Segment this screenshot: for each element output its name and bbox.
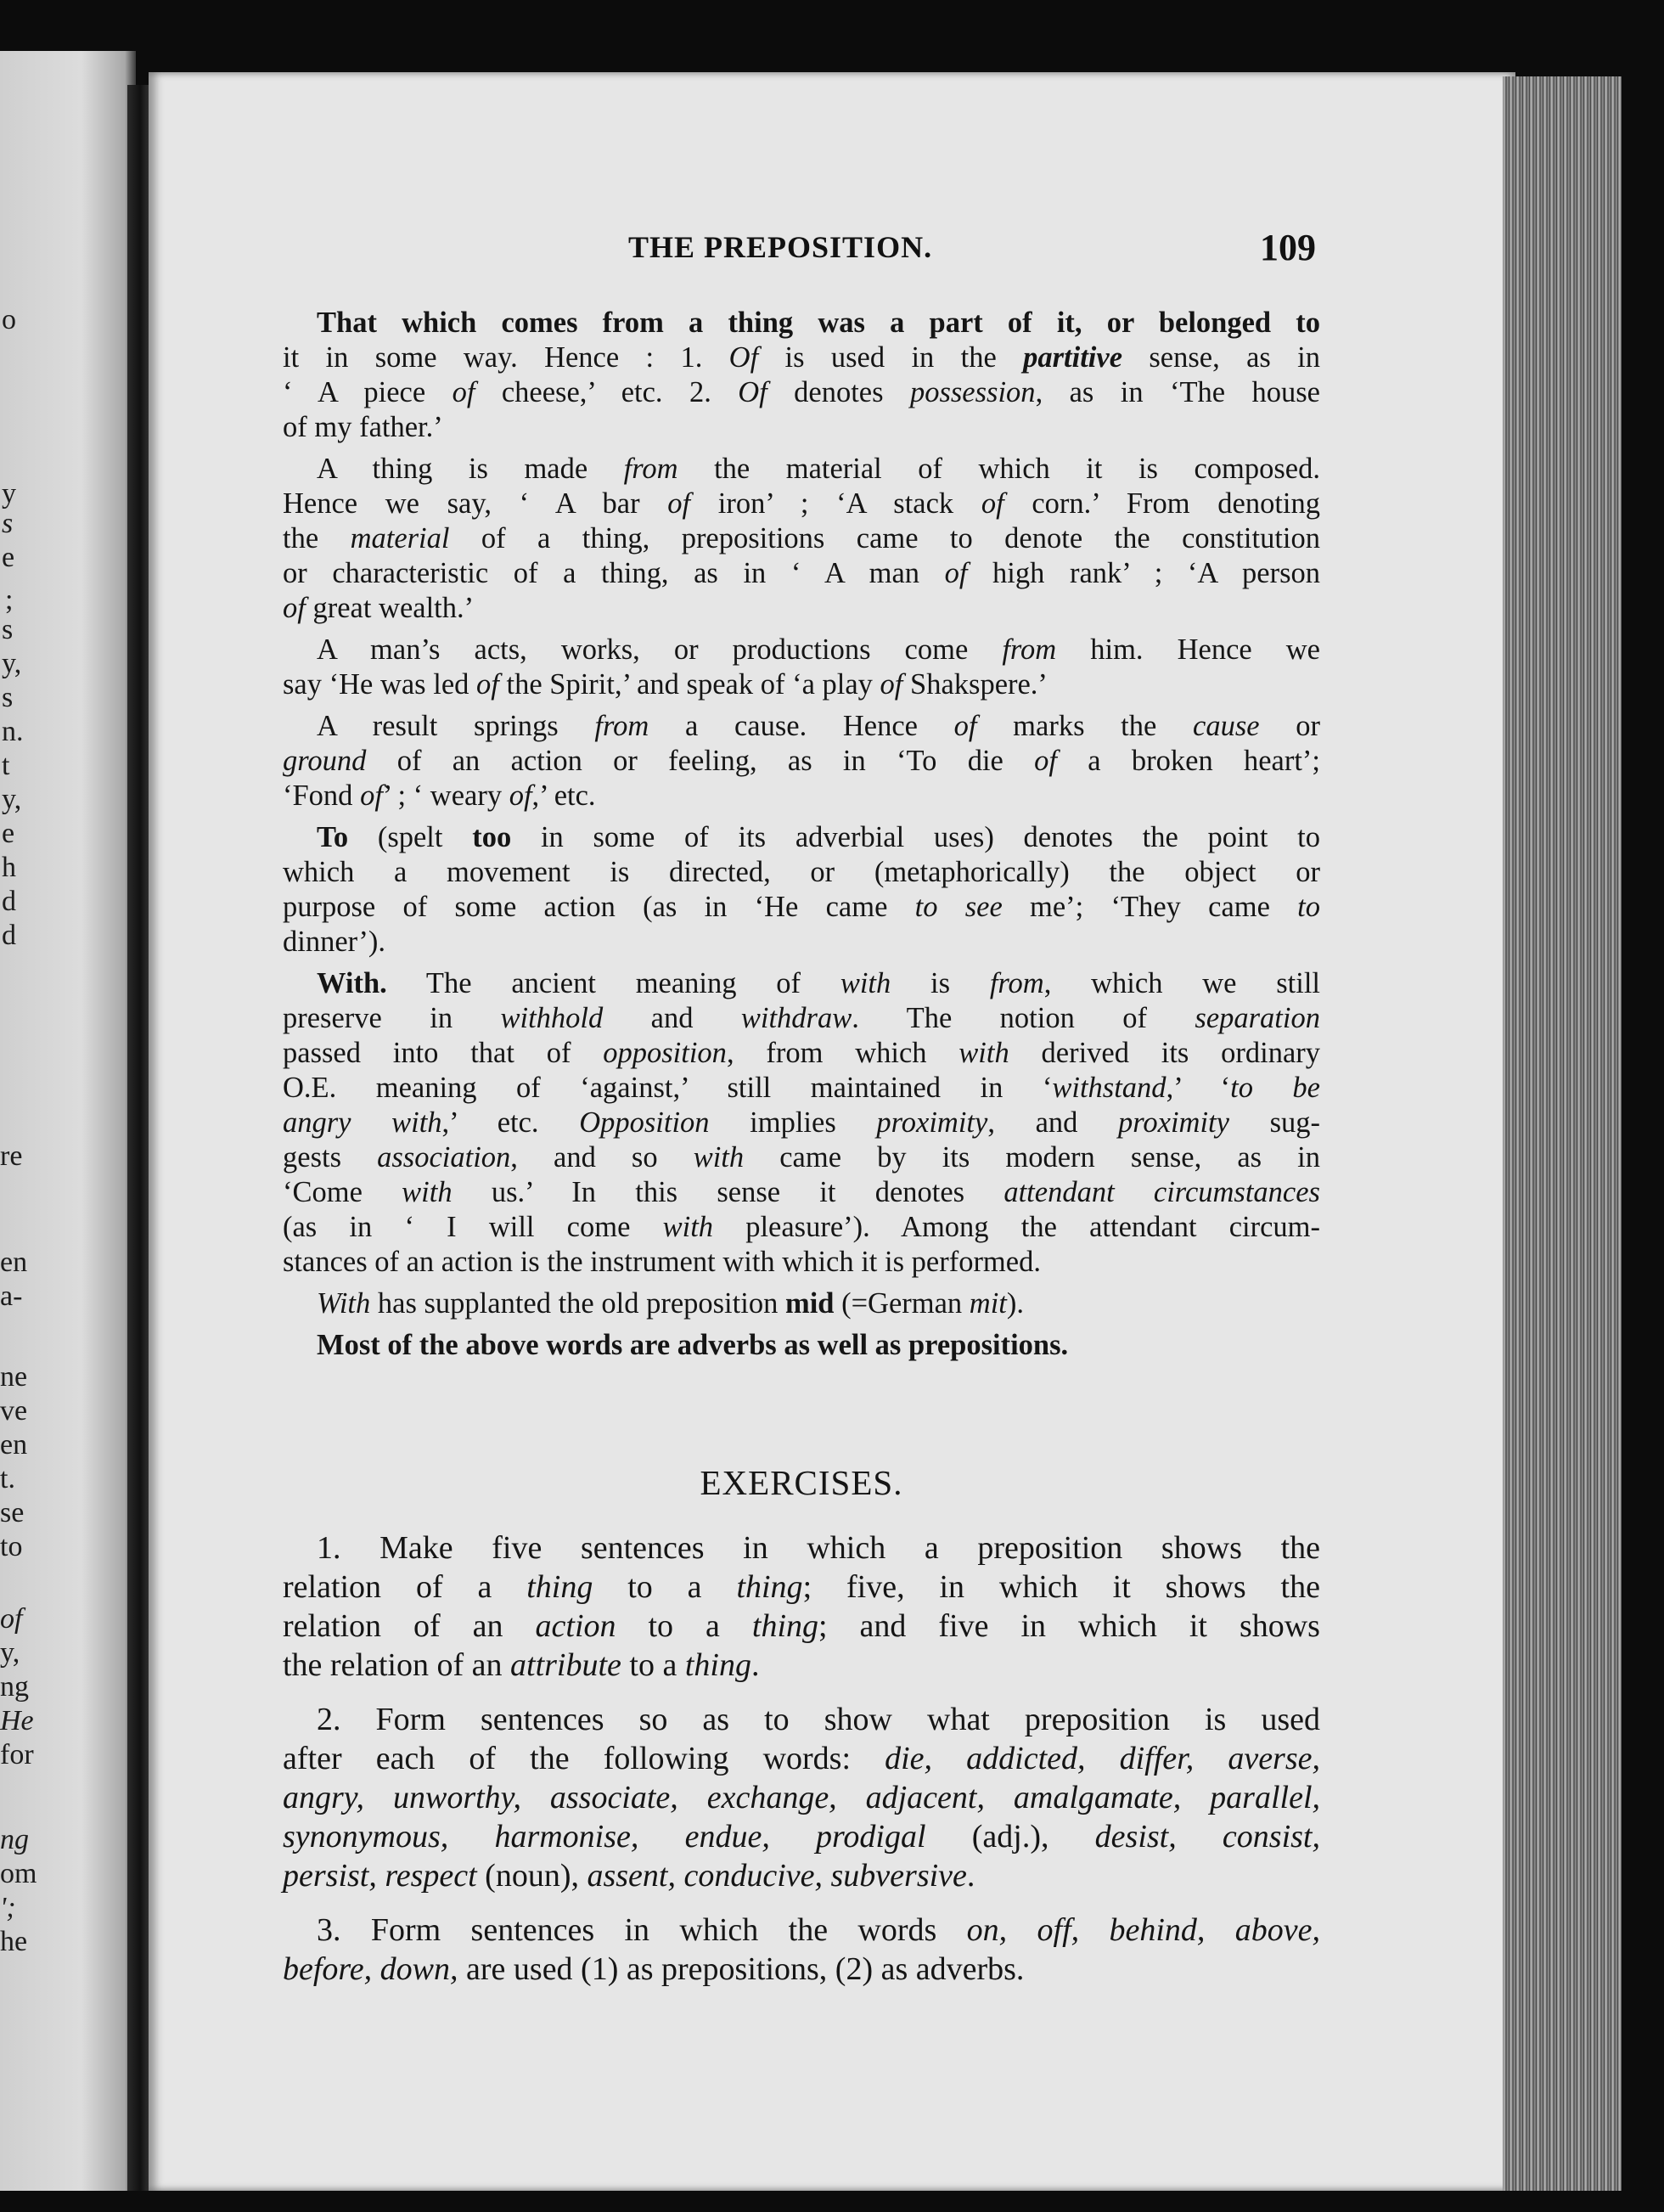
text-run: (noun),: [476, 1858, 587, 1894]
text-run: The ancient meaning of: [386, 967, 840, 999]
facing-page-fragment: d: [2, 886, 16, 917]
text-run: Shakspere.’: [902, 668, 1048, 701]
text-run: A result springs: [317, 710, 595, 742]
facing-page-fragment: to: [0, 1531, 23, 1562]
text-run: the: [283, 522, 351, 554]
text-line: [283, 556, 1320, 591]
text-line: [283, 779, 1320, 813]
text-line: [283, 820, 1320, 855]
text-run: 3. Form sentences in which the words: [317, 1912, 967, 1948]
italic-run: of: [509, 780, 532, 812]
italic-run: With: [317, 1287, 371, 1320]
text-line: [283, 341, 1320, 375]
text-line: [283, 521, 1320, 556]
facing-page-fragment: o: [2, 304, 16, 335]
italic-run: proximity: [876, 1106, 988, 1139]
facing-page-fragment: ve: [0, 1395, 28, 1427]
page-number: 109: [1260, 227, 1316, 268]
italic-run: attendant circumstances: [1003, 1176, 1320, 1208]
italic-run: separation: [1195, 1002, 1320, 1034]
italic-run: thing: [751, 1608, 819, 1644]
paragraph-to: [283, 820, 1320, 960]
text-line: [283, 1286, 1320, 1321]
italic-run: with: [693, 1141, 745, 1174]
italic-run: thing: [736, 1569, 803, 1605]
text-line: [283, 1140, 1320, 1175]
text-run: , and so: [510, 1141, 694, 1174]
text-run: sense, as in: [1122, 341, 1320, 374]
text-line: [283, 1106, 1320, 1140]
facing-page-fragment: ng: [0, 1671, 29, 1703]
italic-run: to: [1297, 891, 1320, 923]
italic-run: from: [594, 710, 649, 742]
text-run: ).: [1006, 1287, 1024, 1320]
facing-page-fragment: y,: [2, 648, 22, 679]
facing-page-fragment: t.: [0, 1463, 15, 1494]
text-run: came by its modern sense, as in: [744, 1141, 1321, 1174]
text-run: denotes: [767, 376, 910, 408]
text-line: [283, 1607, 1320, 1646]
text-run: purpose of some action (as in ‘He came: [283, 891, 915, 923]
facing-page-fragment: en: [0, 1247, 28, 1278]
text-run: passed into that of: [283, 1037, 604, 1069]
facing-page-fragment: d: [2, 920, 16, 951]
italic-run: assent, conducive, subversive: [587, 1858, 967, 1894]
italic-run: angry with: [283, 1106, 442, 1139]
text-line: [283, 709, 1320, 744]
facing-page-fragment: ne: [0, 1361, 28, 1393]
exercise-2: [283, 1700, 1320, 1895]
text-run: it in some way. Hence : 1.: [283, 341, 729, 374]
bold-run: To: [317, 821, 349, 853]
exercises-list: [283, 1528, 1320, 2004]
text-run: (adj.),: [925, 1819, 1095, 1855]
text-run: after each of the following words:: [283, 1741, 885, 1776]
text-run: ‘Fond: [283, 780, 361, 812]
text-run: .: [750, 1647, 760, 1683]
facing-page-fragment: e: [2, 818, 15, 849]
paragraph-adverbs: [283, 1328, 1320, 1363]
italic-run: of: [476, 668, 499, 701]
text-line: [283, 667, 1320, 702]
paragraph-from-acts: [283, 633, 1320, 702]
italic-run: partitive: [1023, 341, 1123, 374]
text-line: dinner’).: [283, 926, 386, 958]
facing-page-left: [0, 51, 136, 2191]
running-head: THE PREPOSITION.: [628, 230, 933, 264]
text-run: high rank’ ; ‘A person: [967, 557, 1320, 589]
text-run: A thing is made: [317, 453, 624, 485]
text-run: Hence we say, ‘ A bar: [283, 487, 668, 520]
text-run: to a: [616, 1608, 752, 1644]
text-run: us.’ In this sense it denotes: [452, 1176, 1004, 1208]
facing-page-fragment: n.: [2, 716, 24, 747]
text-run: ,’ etc.: [441, 1106, 580, 1139]
facing-page-fragment: h: [2, 852, 16, 883]
text-run: say ‘He was led: [283, 668, 477, 701]
italic-run: of: [283, 592, 306, 624]
text-run: or: [1259, 710, 1320, 742]
text-line: [283, 1071, 1320, 1106]
text-line: That which comes from a thing was a part of it, or belonged to: [317, 307, 1320, 339]
exercises-heading: EXERCISES.: [700, 1463, 903, 1502]
italic-run: withdraw: [740, 1002, 852, 1034]
text-run: corn.’ From denoting: [1003, 487, 1320, 520]
facing-page-fragment: se: [0, 1497, 25, 1528]
text-line: stances of an action is the instrument with which it is performed.: [283, 1246, 1041, 1278]
bold-run: With.: [317, 967, 387, 999]
facing-page-fragment: s: [2, 508, 14, 539]
text-run: in some of its adverbial uses) denotes the point to: [511, 821, 1320, 853]
italic-run: possession: [909, 376, 1036, 408]
text-line: [283, 1568, 1320, 1607]
facing-page-fragment: s: [2, 682, 14, 713]
italic-run: from: [1002, 633, 1057, 666]
text-line: [283, 1817, 1320, 1856]
text-run: ‘Come: [283, 1176, 402, 1208]
italic-run: of: [981, 487, 1004, 520]
italic-run: cause: [1193, 710, 1260, 742]
text-run: ’ ; ‘ weary: [382, 780, 509, 812]
text-run: ,’ etc.: [531, 780, 596, 812]
text-line: [283, 452, 1320, 487]
text-run: (as in ‘ I will come: [283, 1211, 663, 1243]
text-run: has supplanted the old preposition: [370, 1287, 785, 1320]
facing-page-fragment: om: [0, 1858, 37, 1889]
text-line: [283, 1175, 1320, 1210]
text-run: pleasure’). Among the attendant circum-: [713, 1211, 1320, 1243]
text-run: ,’ ‘: [1166, 1072, 1231, 1104]
italic-run: ground: [283, 745, 367, 777]
text-line: [283, 1950, 1320, 1989]
text-run: is used in the: [758, 341, 1024, 374]
italic-run: material: [350, 522, 450, 554]
italic-run: Opposition: [579, 1106, 710, 1139]
text-line: 1. Make five sentences in which a preposition shows the: [317, 1530, 1320, 1566]
text-run: me’; ‘They came: [1002, 891, 1298, 923]
facing-page-fragment: en: [0, 1429, 28, 1461]
bold-run: mid: [784, 1287, 835, 1320]
italic-run: of: [667, 487, 691, 520]
facing-page-fragment: ';: [0, 1892, 16, 1923]
text-run: and: [603, 1002, 741, 1034]
italic-run: mit: [969, 1287, 1007, 1320]
text-run: , as in ‘The house: [1035, 376, 1320, 408]
italic-run: with: [840, 967, 891, 999]
text-run: ; and five in which it shows: [818, 1608, 1320, 1644]
text-line: [283, 744, 1320, 779]
italic-run: thing: [526, 1569, 593, 1605]
text-line: 2. Form sentences so as to show what preposition is used: [317, 1702, 1320, 1737]
exercise-1: [283, 1528, 1320, 1685]
facing-page-fragment: e: [2, 542, 15, 573]
text-line: [283, 591, 1320, 626]
bold-run: too: [472, 821, 512, 853]
text-run: to a: [621, 1647, 685, 1683]
text-run: iron’ ; ‘A stack: [690, 487, 981, 520]
text-run: of a thing, prepositions came to denote the constitution: [449, 522, 1321, 554]
facing-page-fragment: re: [0, 1140, 23, 1172]
italic-run: attribute: [510, 1647, 621, 1683]
text-run: or characteristic of a thing, as in ‘ A man: [283, 557, 945, 589]
italic-run: withstand: [1052, 1072, 1166, 1104]
italic-run: Of: [738, 376, 767, 408]
italic-run: on, off, behind, above,: [966, 1912, 1320, 1948]
italic-run: action: [535, 1608, 616, 1644]
italic-run: from: [989, 967, 1044, 999]
italic-run: proximity: [1118, 1106, 1229, 1139]
text-run: (spelt: [348, 821, 473, 853]
italic-run: thing: [684, 1647, 751, 1683]
italic-run: of: [944, 557, 968, 589]
text-run: relation of a: [283, 1569, 527, 1605]
text-run: , and: [987, 1106, 1119, 1139]
text-run: , which we still: [1043, 967, 1320, 999]
text-run: a cause. Hence: [649, 710, 954, 742]
paragraph-with: [283, 966, 1320, 1280]
italic-run: of: [452, 376, 475, 408]
text-run: A man’s acts, works, or productions come: [317, 633, 1003, 666]
facing-page-fragment: a-: [0, 1280, 23, 1312]
italic-run: synonymous, harmonise, endue, prodigal: [283, 1819, 926, 1855]
text-run: the Spirit,’ and speak of ‘a play: [498, 668, 880, 701]
text-run: cheese,’ etc. 2.: [475, 376, 739, 408]
text-run: is: [891, 967, 990, 999]
text-run: ‘ A piece: [283, 376, 453, 408]
italic-run: die, addicted, differ, averse,: [885, 1741, 1320, 1776]
facing-page-fragment: He: [0, 1705, 34, 1736]
text-line: Most of the above words are adverbs as well as prepositions.: [317, 1329, 1069, 1361]
text-run: the material of which it is composed.: [677, 453, 1320, 485]
text-run: (=German: [834, 1287, 970, 1320]
italic-run: desist, consist,: [1094, 1819, 1320, 1855]
text-run: him. Hence we: [1056, 633, 1320, 666]
page-header: [628, 229, 1316, 270]
paragraph-of: [283, 306, 1320, 445]
italic-run: to be: [1230, 1072, 1320, 1104]
italic-run: before, down,: [283, 1951, 458, 1987]
italic-run: angry, unworthy, associate, exchange, adjacent, amalgamate, parallel,: [283, 1780, 1320, 1815]
italic-run: from: [623, 453, 678, 485]
text-line: of my father.’: [283, 411, 443, 443]
text-run: , from which: [726, 1037, 959, 1069]
text-run: O.E. meaning of ‘against,’ still maintained in ‘: [283, 1072, 1053, 1104]
text-run: implies: [709, 1106, 877, 1139]
text-run: .: [966, 1858, 975, 1894]
text-line: [283, 1778, 1320, 1817]
text-line: [283, 1911, 1320, 1950]
text-run: a broken heart’;: [1057, 745, 1320, 777]
text-run: are used (1) as prepositions, (2) as adverbs.: [458, 1951, 1025, 1987]
text-run: marks the: [976, 710, 1193, 742]
italic-run: of: [360, 780, 383, 812]
text-run: the relation of an: [283, 1647, 511, 1683]
italic-run: of: [953, 710, 977, 742]
italic-run: with: [958, 1037, 1009, 1069]
text-line: [283, 375, 1320, 410]
text-line: [283, 966, 1320, 1001]
text-line: [283, 633, 1320, 667]
facing-page-fragment: he: [0, 1926, 28, 1957]
facing-page-fragment: ng: [0, 1824, 29, 1855]
text-line: which a movement is directed, or (metaphorically) the object or: [283, 856, 1320, 888]
exercise-3: [283, 1911, 1320, 1989]
paragraph-from-cause: [283, 709, 1320, 813]
text-run: great wealth.’: [305, 592, 475, 624]
text-run: relation of an: [283, 1608, 536, 1644]
facing-page-fragment: y,: [0, 1637, 20, 1669]
text-line: [283, 1646, 1320, 1685]
text-run: preserve in: [283, 1002, 501, 1034]
text-run: to a: [593, 1569, 737, 1605]
italic-run: opposition: [603, 1037, 727, 1069]
facing-page-fragment: y: [2, 478, 16, 509]
text-run: derived its ordinary: [1009, 1037, 1320, 1069]
italic-run: with: [402, 1176, 453, 1208]
italic-run: with: [662, 1211, 714, 1243]
page-edges-right: [1503, 76, 1622, 2191]
text-run: gests: [283, 1141, 378, 1174]
italic-run: withhold: [500, 1002, 604, 1034]
italic-run: association: [377, 1141, 511, 1174]
italic-run: Of: [728, 341, 759, 374]
facing-page-fragment: t: [2, 750, 10, 781]
text-run: . The notion of: [852, 1002, 1195, 1034]
facing-page-fragment: ;: [5, 584, 14, 616]
text-line: [283, 1210, 1320, 1245]
text-line: [283, 1856, 1320, 1895]
text-run: of an action or feeling, as in ‘To die: [366, 745, 1035, 777]
text-line: [283, 1036, 1320, 1071]
italic-run: of: [1034, 745, 1057, 777]
paragraph-mid: [283, 1286, 1320, 1321]
facing-page-fragment: for: [0, 1739, 34, 1770]
italic-run: of: [880, 668, 903, 701]
facing-page-fragment: y,: [2, 784, 22, 815]
text-line: [283, 1739, 1320, 1778]
facing-page-fragment: of: [0, 1603, 23, 1635]
italic-run: to see: [914, 891, 1003, 923]
text-line: [283, 1001, 1320, 1036]
paragraph-from-material: [283, 452, 1320, 626]
text-line: [283, 487, 1320, 521]
facing-page-fragment: s: [2, 614, 14, 645]
page-body: [283, 306, 1320, 1370]
text-run: ; five, in which it shows the: [802, 1569, 1320, 1605]
text-line: [283, 890, 1320, 925]
text-run: sug-: [1228, 1106, 1321, 1139]
italic-run: persist, respect: [283, 1858, 477, 1894]
